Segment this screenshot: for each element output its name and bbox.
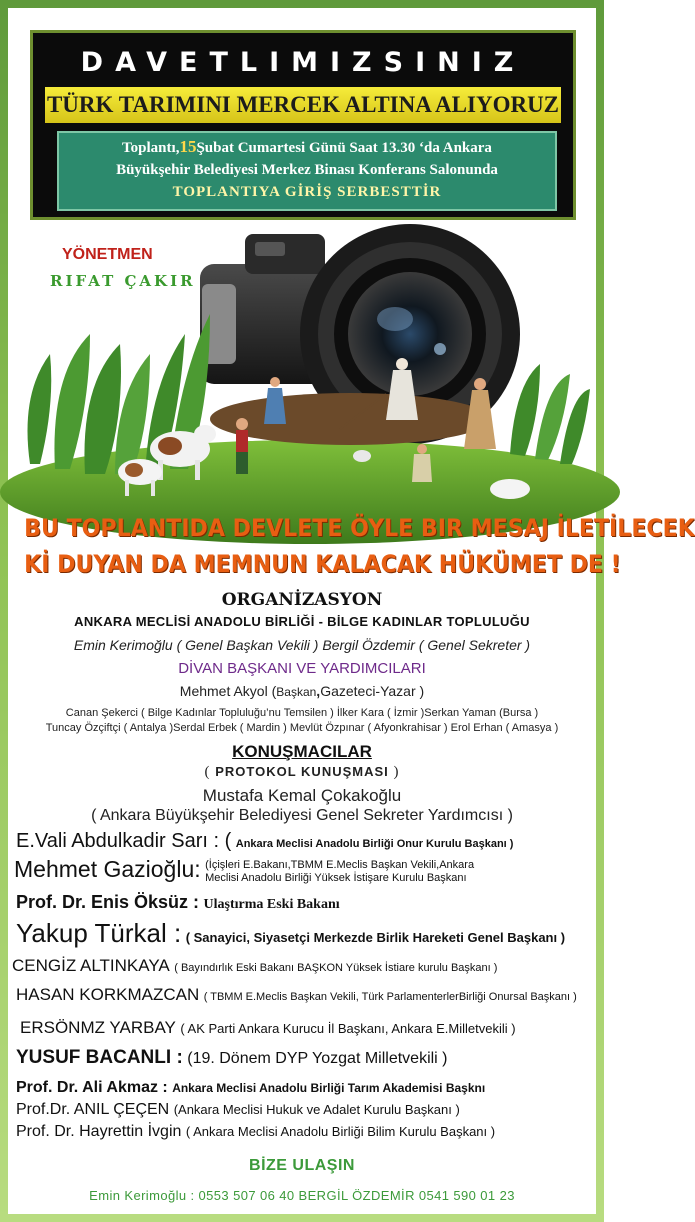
speaker-name: Mehmet Gazioğlu: <box>14 856 201 882</box>
speaker-name: Prof. Dr. Ali Akmaz : <box>16 1079 168 1096</box>
meeting-day-number: 15 <box>179 137 197 156</box>
divan-chair-name: Mehmet Akyol ( <box>179 683 277 699</box>
speaker-name: HASAN KORKMAZCAN <box>16 985 200 1004</box>
divan-chair-sep: , <box>316 683 321 699</box>
divan-chair-role-a: Başkan <box>276 685 317 699</box>
divan-heading: DİVAN BAŞKANI VE YARDIMCILARI <box>178 660 426 677</box>
invitation-banner <box>30 30 576 220</box>
speaker-name: ERSÖNMZ YARBAY <box>20 1018 176 1037</box>
protocol-label: PROTOKOL KUNUŞMASI <box>215 764 389 779</box>
director-label: YÖNETMEN <box>62 246 153 263</box>
speaker-row <box>16 1123 596 1141</box>
speaker-row <box>16 1079 596 1097</box>
speaker-role: Ulaştırma Eski Bakanı <box>203 897 340 912</box>
guest-speaker-role: ( Ankara Büyükşehir Belediyesi Genel Sekreter Yardımcısı ) <box>91 807 513 824</box>
meeting-info-box <box>57 131 557 211</box>
divan-chair-role-b: Gazeteci-Yazar <box>320 683 416 699</box>
speaker-name: Yakup Türkal : <box>16 918 182 948</box>
meeting-venue-line: Büyükşehir Belediyesi Merkez Binası Konferans Salonunda <box>116 162 498 178</box>
contact-heading: BİZE ULAŞIN <box>249 1157 355 1174</box>
speaker-name: CENGİZ ALTINKAYA <box>12 956 170 975</box>
speaker-role: (19. Dönem DYP Yozgat Milletvekili ) <box>187 1050 448 1067</box>
crop-plants-right-icon <box>510 364 590 464</box>
speaker-row <box>14 856 594 885</box>
speaker-role: (Ankara Meclisi Hukuk ve Adalet Kurulu Başkanı ) <box>173 1102 460 1117</box>
protocol-close: ) <box>393 764 400 780</box>
organization-name: ANKARA MECLİSİ ANADOLU BİRLİĞİ - BİLGE KADINLAR TOPLULUĞU <box>74 614 530 629</box>
speaker-role: Ankara Meclisi Anadolu Birliği Tarım Akademisi Başknı <box>172 1081 486 1095</box>
speaker-role: Ankara Meclisi Anadolu Birliği Onur Kurulu Başkanı ) <box>235 838 514 850</box>
speakers-heading: KONUŞMACILAR <box>232 742 372 761</box>
speaker-row <box>16 1047 596 1069</box>
speaker-role <box>205 859 474 885</box>
speaker-row <box>16 918 596 949</box>
camera-farming-illustration <box>10 224 594 504</box>
banner-title: DAVETLIMIZSINIZ <box>80 47 526 78</box>
divan-chair <box>0 683 604 699</box>
speaker-row <box>16 985 596 1005</box>
contact-phones: Emin Kerimoğlu : 0553 507 06 40 BERGİL ÖZDEMİR 0541 590 01 23 <box>89 1188 515 1203</box>
speaker-name: Prof. Dr. Hayrettin İvgin <box>16 1123 182 1140</box>
speaker-name: E.Vali Abdulkadir Sarı : ( <box>16 830 232 852</box>
director-name: RIFAT ÇAKIR <box>50 272 196 290</box>
headline-line-2: Kİ DUYAN DA MEMNUN KALACAK HÜKÜMET DE ! <box>24 550 621 578</box>
speaker-row <box>16 892 596 913</box>
divan-members-line-1: Canan Şekerci ( Bilge Kadınlar Topluluğu’nu Temsilen ) İlker Kara ( İzmir )Serkan Yaman (Bursa ) <box>65 707 539 719</box>
guest-speaker-name: Mustafa Kemal Çokakoğlu <box>202 786 402 805</box>
organization-people: Emin Kerimoğlu ( Genel Başkan Vekili ) Bergil Özdemir ( Genel Sekreter ) <box>73 637 531 653</box>
speaker-role: ( Bayındırlık Eski Bakanı BAŞKON Yüksek İstiare kurulu Başkanı ) <box>174 962 498 974</box>
speaker-role-line-2: Meclisi Anadolu Birliği Yüksek İstişare Kurulu Başkanı <box>205 872 467 884</box>
speaker-row <box>12 956 592 976</box>
organization-heading: ORGANİZASYON <box>221 590 383 610</box>
speaker-name: Prof.Dr. ANIL ÇEÇEN <box>16 1101 170 1118</box>
banner-subtitle: TÜRK TARIMINI MERCEK ALTINA ALIYORUZ <box>45 87 561 123</box>
speaker-name: Prof. Dr. Enis Öksüz : <box>16 892 200 912</box>
speaker-role: ( Sanayici, Siyasetçi Merkezde Birlik Hareketi Genel Başkanı ) <box>185 930 566 945</box>
meeting-date-prefix: Toplantı, <box>122 140 180 156</box>
speaker-role: ( Ankara Meclisi Anadolu Birliği Bilim Kurulu Başkanı ) <box>185 1124 496 1139</box>
divan-members-line-2: Tuncay Özçiftçi ( Antalya )Serdal Erbek ( Mardin ) Mevlüt Özpınar ( Afyonkrahisar ) Erol Erhan ( Amasya ) <box>45 722 559 734</box>
speaker-row <box>16 1101 596 1119</box>
speaker-row <box>16 830 596 853</box>
meeting-date-rest: Şubat Cumartesi Günü Saat 13.30 ‘da Ankara <box>196 140 492 156</box>
speaker-name: YUSUF BACANLI : <box>16 1047 183 1068</box>
divan-chair-close: ) <box>415 683 425 699</box>
protocol-open: ( <box>204 764 211 780</box>
protocol-speech-label <box>0 764 604 781</box>
speaker-role-line-1: (İçişleri E.Bakanı,TBMM E.Meclis Başkan Vekili,Ankara <box>205 859 475 871</box>
headline-line-1: BU TOPLANTIDA DEVLETE ÖYLE BIR MESAJ İLETİLECEK <box>24 514 695 542</box>
speaker-role: ( TBMM E.Meclis Başkan Vekili, Türk ParlamenterlerBirliği Onursal Başkanı ) <box>203 991 577 1003</box>
meeting-date-line <box>59 136 555 159</box>
speaker-role: ( AK Parti Ankara Kurucu İl Başkanı, Ankara E.Milletvekili ) <box>180 1021 516 1036</box>
free-entry-line: TOPLANTIYA GİRİŞ SERBESTTİR <box>172 184 442 200</box>
speaker-row <box>20 1018 600 1038</box>
